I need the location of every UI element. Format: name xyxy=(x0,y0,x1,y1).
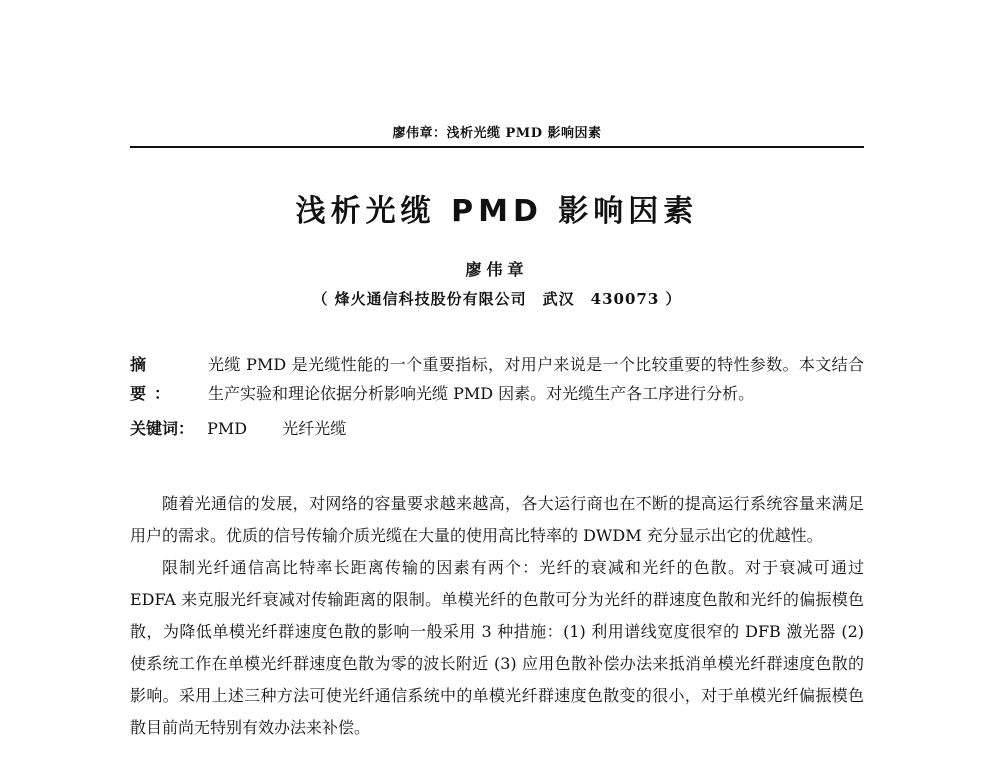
header-rule xyxy=(130,146,864,148)
running-header: 廖伟章：浅析光缆 PMD 影响因素 xyxy=(392,126,602,141)
keywords-label: 关键词： xyxy=(130,419,195,438)
abstract-text: 光缆 PMD 是光缆性能的一个重要指标，对用户来说是一个比较重要的特性参数。本文结合生产实验和理论依据分析影响光缆 PMD 因素。对光缆生产各工序进行分析。 xyxy=(208,355,864,403)
body-text xyxy=(130,488,864,744)
abstract-block xyxy=(130,350,864,408)
paper-title: 浅析光缆 PMD 影响因素 xyxy=(295,194,699,229)
author-affiliation: （ 烽火通信科技股份有限公司 武汉 430073 ） xyxy=(312,290,682,308)
author-name: 廖伟章 xyxy=(465,260,529,279)
body-paragraph: 随着光通信的发展，对网络的容量要求越来越高，各大运行商也在不断的提高运行系统容量来满足用户的需求。优质的信号传输介质光缆在大量的使用高比特率的 DWDM 充分显示出它的优越性。 xyxy=(130,494,864,545)
body-paragraph: 限制光纤通信高比特率长距离传输的因素有两个：光纤的衰减和光纤的色散。对于衰减可通过 EDFA 来克服光纤衰减对传输距离的限制。单模光纤的色散可分为光纤的群速度色散和光纤的偏振模色散，为降低单模光纤群速度色散的影响一般采用 3 种措施：(1) 利用谱线宽度很窄的 DFB 激光器 (2) 使系统工作在单模光纤群速度色散为零的波长附近 (3) 应用色散补偿办法来抵消单模光纤群速度色散的影响。采用上述三种方法可使光纤通信系统中的单模光纤群速度色散变的很小，对于单模光纤偏振模色散目前尚无特别有效办法来补偿。 xyxy=(130,558,864,737)
keyword-item: 光纤光缆 xyxy=(282,419,347,438)
abstract-label: 摘 要： xyxy=(130,355,179,403)
keywords-block xyxy=(130,414,864,443)
keyword-item: PMD xyxy=(207,419,248,438)
